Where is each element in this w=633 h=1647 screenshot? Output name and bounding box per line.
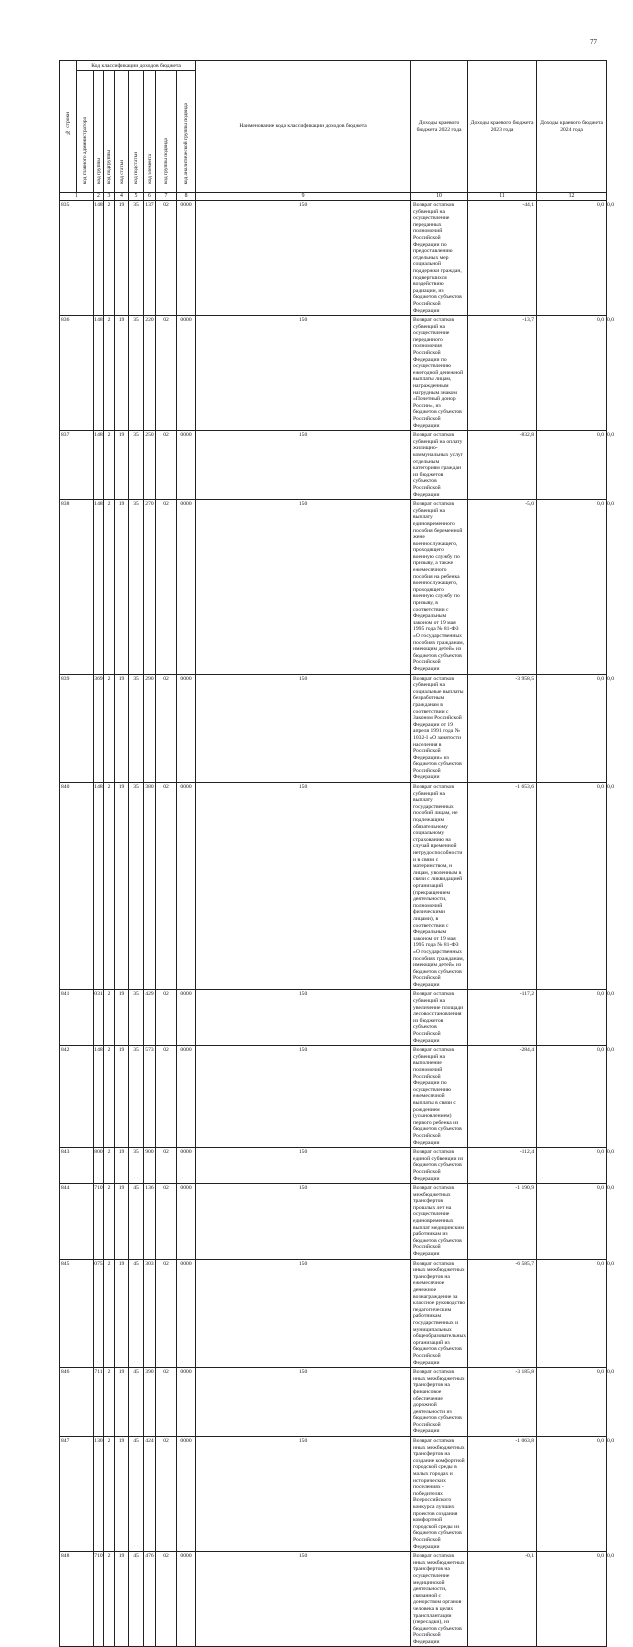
code-cell: 19 (115, 1368, 129, 1437)
column-number: 12 (537, 193, 607, 201)
table-row: 842 148 2 19 35 573 02 0000 150 Возврат остатков субвенций на выполнение полномочий Российской Федерации по осуществлению ежемесячной выплаты в связи с рождением (усыновлением) первого ребенка из бюджетов субъектов Российской Федерации -284,4 0,0 0,0 (60, 1046, 607, 1148)
code-cell: 35 (129, 783, 144, 990)
code-cell: 0000 (177, 1148, 196, 1184)
code-cell: 02 (156, 500, 177, 674)
code-cell: 150 (196, 1148, 411, 1184)
amount-2023-cell: 0,0 (537, 674, 607, 783)
amount-2023-cell: 0,0 (537, 1552, 607, 1647)
code-cell: 150 (196, 783, 411, 990)
code-cell: 02 (156, 316, 177, 431)
amount-2022-cell: -284,4 (468, 1046, 537, 1148)
row-number-cell: 837 (60, 431, 94, 500)
table-row: 843 800 2 19 35 900 02 0000 150 Возврат остатков единой субвенции из бюджетов субъектов Российской Федерации -112,4 0,0 0,0 (60, 1148, 607, 1184)
amount-2022-cell: -13,7 (468, 316, 537, 431)
row-number-cell: 838 (60, 500, 94, 674)
code-cell: 136 (144, 1184, 156, 1260)
code-cell: 0000 (177, 1046, 196, 1148)
amount-2022-cell: -44,1 (468, 201, 537, 316)
amount-2022-cell: -1 653,6 (468, 783, 537, 990)
code-cell: 800 (94, 1148, 104, 1184)
column-number: 6 (144, 193, 156, 201)
code-cell: 390 (144, 1368, 156, 1437)
code-cell: 35 (129, 674, 144, 783)
name-cell: Возврат остатков единой субвенции из бюджетов субъектов Российской Федерации (411, 1148, 468, 1184)
amount-2023-cell: 0,0 (537, 1184, 607, 1260)
code-cell: 137 (144, 201, 156, 316)
row-number-cell: 839 (60, 674, 94, 783)
code-cell: 19 (115, 674, 129, 783)
code-cell: 150 (196, 1046, 411, 1148)
row-number-cell: 848 (60, 1552, 94, 1647)
code-cell: 45 (129, 1552, 144, 1647)
code-cell: 710 (94, 1552, 104, 1647)
code-cell: 02 (156, 201, 177, 316)
code-cell: 02 (156, 1368, 177, 1437)
name-cell: Возврат остатков субвенций на оплату жилищно-коммунальных услуг отдельным категориям граждан из бюджетов субъектов Российской Федерации (411, 431, 468, 500)
table-row: 845 075 2 19 45 303 02 0000 150 Возврат остатков иных межбюджетных трансфертов на ежемесячное денежное вознаграждение за классное руководство педагогическим работникам государственных и муниципальных общеобразовательных организаций из бюджетов субъектов Российской Федерации -6 585,7 0,0 0,0 (60, 1259, 607, 1368)
code-cell: 0000 (177, 783, 196, 990)
code-cell: 02 (156, 1148, 177, 1184)
code-cell: 0000 (177, 990, 196, 1046)
code-cell: 303 (144, 1259, 156, 1368)
code-cell: 45 (129, 1184, 144, 1260)
code-cell: 45 (129, 1259, 144, 1368)
code-cell: 270 (144, 500, 156, 674)
code-cell: 130 (94, 1437, 104, 1552)
amount-2023-cell: 0,0 (537, 201, 607, 316)
row-number-cell: 841 (60, 990, 94, 1046)
amount-2022-cell: -3 958,5 (468, 674, 537, 783)
amount-2022-cell: -832,8 (468, 431, 537, 500)
code-cell: 476 (144, 1552, 156, 1647)
table-row: 847 130 2 19 45 424 02 0000 150 Возврат остатков иных межбюджетных трансфертов на создание комфортной городской среды в малых городах и исторических поселениях - победителях Всероссийского конкурса лучших проектов создания комфортной городской среды из бюджетов субъектов Российской Федерации -1 063,8 0,0 0,0 (60, 1437, 607, 1552)
amount-2023-cell: 0,0 (537, 783, 607, 990)
code-cell: 0000 (177, 1368, 196, 1437)
code-cell: 150 (196, 201, 411, 316)
code-cell: 148 (94, 1046, 104, 1148)
code-cell: 0000 (177, 1552, 196, 1647)
code-cell: 19 (115, 201, 129, 316)
name-cell: Возврат остатков субвенций на выплату государственных пособий лицам, не подлежащим обязательному социальному страхованию на случай временной нетрудоспособности и в связи с материнством, и лицам, уволенным в связи с ликвидацией организаций (прекращением деятельности, полномочий физическими лицами), в соответствии с Федеральным законом от 19 мая 1995 года № 81-ФЗ «О государственных пособиях гражданам, имеющим детей» из бюджетов субъектов Российской Федерации (411, 783, 468, 990)
amount-2022-cell: -1 190,9 (468, 1184, 537, 1260)
code-cell: 02 (156, 1437, 177, 1552)
code-admin-header: код главного администратора (77, 71, 94, 193)
name-cell: Возврат остатков субвенций на выплату единовременного пособия беременной жене военнослужащего, проходящего военную службу по призыву, а также ежемесячного пособия на ребенка военнослужащего, проходящего военную службу по призыву, в соответствии с Федеральным законом от 19 мая 1995 года № 81-ФЗ «О государственных пособиях гражданам, имеющим детей» из бюджетов субъектов Российской Федерации (411, 500, 468, 674)
amount-2023-cell: 0,0 (537, 1259, 607, 1368)
code-cell: 19 (115, 1184, 129, 1260)
name-cell: Возврат остатков иных межбюджетных трансфертов на осуществление медицинской деятельности, связанной с донорством органов человека в целях трансплантации (пересадки), из бюджетов субъектов Российской Федерации (411, 1552, 468, 1647)
table-row: 846 711 2 19 45 390 02 0000 150 Возврат остатков иных межбюджетных трансфертов на финансовое обеспечение дорожной деятельности из бюджетов субъектов Российской Федерации -3 185,8 0,0 0,0 (60, 1368, 607, 1437)
row-number-cell: 840 (60, 783, 94, 990)
code-cell: 0000 (177, 1184, 196, 1260)
code-cell: 150 (196, 431, 411, 500)
amount-2023-cell: 0,0 (537, 1437, 607, 1552)
code-cell: 45 (129, 1368, 144, 1437)
code-cell: 150 (196, 1184, 411, 1260)
code-cell: 900 (144, 1148, 156, 1184)
code-cell: 19 (115, 1552, 129, 1647)
column-number: 3 (104, 193, 115, 201)
amount-2023-cell: 0,0 (537, 500, 607, 674)
amount-2023-cell: 0,0 (537, 316, 607, 431)
code-cell: 150 (196, 1259, 411, 1368)
code-cell: 2 (104, 674, 115, 783)
code-cell: 424 (144, 1437, 156, 1552)
code-cell: 19 (115, 1259, 129, 1368)
column-number: 2 (94, 193, 104, 201)
name-cell: Возврат остатков иных межбюджетных трансфертов на финансовое обеспечение дорожной деятельности из бюджетов субъектов Российской Федерации (411, 1368, 468, 1437)
amount-2022-cell: -117,2 (468, 990, 537, 1046)
code-cell: 2 (104, 1046, 115, 1148)
code-cell: 2 (104, 1259, 115, 1368)
year-2022-header: Доходы краевого бюджета 2022 года (411, 61, 468, 193)
amount-2023-cell: 0,0 (537, 1046, 607, 1148)
table-row: 836 148 2 19 35 220 02 0000 150 Возврат остатков субвенций на осуществление переданного полномочия Российской Федерации по осуществлению ежегодной денежной выплаты лицам, награжденным нагрудным знаком «Почетный донор России», из бюджетов субъектов Российской Федерации -13,7 0,0 0,0 (60, 316, 607, 431)
code-cell: 2 (104, 1437, 115, 1552)
name-cell: Возврат остатков иных межбюджетных трансфертов на создание комфортной городской среды в малых городах и исторических поселениях - победителях Всероссийского конкурса лучших проектов создания комфортной городской среды из бюджетов субъектов Российской Федерации (411, 1437, 468, 1552)
code-cell: 35 (129, 1046, 144, 1148)
code-cell: 19 (115, 431, 129, 500)
code-article-header: код статьи (115, 71, 129, 193)
code-cell: 02 (156, 1552, 177, 1647)
page-number: 77 (590, 38, 597, 46)
name-cell: Возврат остатков субвенций на выполнение полномочий Российской Федерации по осуществлению ежемесячной выплаты в связи с рождением (усыновлением) первого ребенка из бюджетов субъектов Российской Федерации (411, 1046, 468, 1148)
code-cell: 075 (94, 1259, 104, 1368)
code-cell: 35 (129, 1148, 144, 1184)
amount-2022-cell: -6 585,7 (468, 1259, 537, 1368)
table-row: 838 148 2 19 35 270 02 0000 150 Возврат остатков субвенций на выплату единовременного пособия беременной жене военнослужащего, проходящего военную службу по призыву, а также ежемесячного пособия на ребенка военнослужащего, проходящего военную службу по призыву, в соответствии с Федеральным законом от 19 мая 1995 года № 81-ФЗ «О государственных пособиях гражданам, имеющим детей» из бюджетов субъектов Российской Федерации -5,0 0,0 0,0 (60, 500, 607, 674)
code-subtype-group-header: код группы подвида (156, 71, 177, 193)
code-cell: 369 (94, 674, 104, 783)
code-cell: 35 (129, 500, 144, 674)
code-element-header: код элемента (144, 71, 156, 193)
code-cell: 0000 (177, 431, 196, 500)
column-number: 1 (60, 193, 94, 201)
name-column-header: Наименование кода классификации доходов бюджета (196, 61, 411, 193)
code-cell: 573 (144, 1046, 156, 1148)
row-number-header: № строки (60, 61, 77, 193)
code-cell: 02 (156, 1184, 177, 1260)
table-row: 835 148 2 19 35 137 02 0000 150 Возврат остатков субвенций на осуществление переданных полномочий Российской Федерации по предоставлению отдельных мер социальной поддержки граждан, подвергшихся воздействию радиации, из бюджетов субъектов Российской Федерации -44,1 0,0 0,0 (60, 201, 607, 316)
code-cell: 02 (156, 674, 177, 783)
row-number-cell: 843 (60, 1148, 94, 1184)
code-cell: 2 (104, 431, 115, 500)
code-cell: 150 (196, 316, 411, 431)
code-cell: 148 (94, 201, 104, 316)
code-cell: 250 (144, 431, 156, 500)
column-number: 7 (156, 193, 177, 201)
code-cell: 19 (115, 1437, 129, 1552)
amount-2022-cell: -5,0 (468, 500, 537, 674)
code-cell: 02 (156, 1046, 177, 1148)
amount-2022-cell: -0,1 (468, 1552, 537, 1647)
classification-group-header: Код классификации доходов бюджета (77, 61, 196, 71)
code-cell: 0000 (177, 1437, 196, 1552)
code-cell: 220 (144, 316, 156, 431)
column-numbers-row (60, 193, 607, 201)
row-number-cell: 844 (60, 1184, 94, 1260)
code-cell: 02 (156, 990, 177, 1046)
code-cell: 2 (104, 316, 115, 431)
name-cell: Возврат остатков субвенций на осуществление переданных полномочий Российской Федерации по предоставлению отдельных мер социальной поддержки граждан, подвергшихся воздействию радиации, из бюджетов субъектов Российской Федерации (411, 201, 468, 316)
row-number-cell: 845 (60, 1259, 94, 1368)
code-cell: 19 (115, 1046, 129, 1148)
code-cell: 2 (104, 500, 115, 674)
code-subgroup-header: код подгруппы (104, 71, 115, 193)
code-cell: 150 (196, 674, 411, 783)
row-number-cell: 846 (60, 1368, 94, 1437)
code-cell: 35 (129, 201, 144, 316)
code-cell: 19 (115, 1148, 129, 1184)
code-cell: 02 (156, 783, 177, 990)
table-row: 837 148 2 19 35 250 02 0000 150 Возврат остатков субвенций на оплату жилищно-коммунальных услуг отдельным категориям граждан из бюджетов субъектов Российской Федерации -832,8 0,0 0,0 (60, 431, 607, 500)
amount-2022-cell: -1 063,8 (468, 1437, 537, 1552)
budget-revenue-table (59, 60, 615, 1647)
code-cell: 148 (94, 783, 104, 990)
name-cell: Возврат остатков субвенций на осуществление переданного полномочия Российской Федерации по осуществлению ежегодной денежной выплаты лицам, награжденным нагрудным знаком «Почетный донор России», из бюджетов субъектов Российской Федерации (411, 316, 468, 431)
column-number: 8 (177, 193, 196, 201)
code-cell: 429 (144, 990, 156, 1046)
amount-2023-cell: 0,0 (537, 990, 607, 1046)
table-row: 844 710 2 19 45 136 02 0000 150 Возврат остатков межбюджетных трансфертов прошлых лет на осуществление единовременных выплат медицинским работникам из бюджетов субъектов Российской Федерации -1 190,9 0,0 0,0 (60, 1184, 607, 1260)
row-number-cell: 836 (60, 316, 94, 431)
code-cell: 711 (94, 1368, 104, 1437)
code-group-header: код группы (94, 71, 104, 193)
column-number: 11 (468, 193, 537, 201)
code-cell: 710 (94, 1184, 104, 1260)
name-cell: Возврат остатков субвенций на социальные выплаты безработным гражданам в соответствии с Законом Российской Федерации от 19 апреля 1991 года № 1032-I «О занятости населения в Российской Федерации» из бюджетов субъектов Российской Федерации (411, 674, 468, 783)
code-cell: 35 (129, 990, 144, 1046)
amount-2022-cell: -112,4 (468, 1148, 537, 1184)
year-2023-header: Доходы краевого бюджета 2023 года (468, 61, 537, 193)
table-row: 840 148 2 19 35 380 02 0000 150 Возврат остатков субвенций на выплату государственных пособий лицам, не подлежащим обязательному социальному страхованию на случай временной нетрудоспособности и в связи с материнством, и лицам, уволенным в связи с ликвидацией организаций (прекращением деятельности, полномочий физическими лицами), в соответствии с Федеральным законом от 19 мая 1995 года № 81-ФЗ «О государственных пособиях гражданам, имеющим детей» из бюджетов субъектов Российской Федерации -1 653,6 0,0 0,0 (60, 783, 607, 990)
code-cell: 150 (196, 500, 411, 674)
code-cell: 35 (129, 431, 144, 500)
code-cell: 19 (115, 990, 129, 1046)
row-number-cell: 835 (60, 201, 94, 316)
code-cell: 19 (115, 316, 129, 431)
code-cell: 0000 (177, 1259, 196, 1368)
code-cell: 2 (104, 1368, 115, 1437)
column-number: 4 (115, 193, 129, 201)
name-cell: Возврат остатков субвенций на увеличение площади лесовосстановления из бюджетов субъектов Российской Федерации (411, 990, 468, 1046)
code-subarticle-header: код подстатьи (129, 71, 144, 193)
code-cell: 35 (129, 316, 144, 431)
amount-2023-cell: 0,0 (537, 1368, 607, 1437)
name-cell: Возврат остатков межбюджетных трансфертов прошлых лет на осуществление единовременных выплат медицинским работникам из бюджетов субъектов Российской Федерации (411, 1184, 468, 1260)
code-cell: 0000 (177, 500, 196, 674)
code-cell: 380 (144, 783, 156, 990)
code-cell: 0000 (177, 316, 196, 431)
code-cell: 150 (196, 1552, 411, 1647)
code-cell: 148 (94, 431, 104, 500)
code-cell: 2 (104, 783, 115, 990)
code-cell: 2 (104, 1552, 115, 1647)
column-number: 10 (411, 193, 468, 201)
code-cell: 150 (196, 1368, 411, 1437)
code-cell: 45 (129, 1437, 144, 1552)
code-cell: 2 (104, 1148, 115, 1184)
code-cell: 150 (196, 990, 411, 1046)
table-body (60, 201, 615, 1647)
code-cell: 2 (104, 990, 115, 1046)
code-analytic-group-header: код аналитической группы подвида (177, 71, 196, 193)
code-cell: 0000 (177, 674, 196, 783)
code-cell: 2 (104, 1184, 115, 1260)
row-number-cell: 842 (60, 1046, 94, 1148)
code-cell: 148 (94, 500, 104, 674)
code-cell: 290 (144, 674, 156, 783)
code-cell: 19 (115, 783, 129, 990)
code-cell: 2 (104, 201, 115, 316)
code-cell: 02 (156, 1259, 177, 1368)
code-cell: 031 (94, 990, 104, 1046)
code-cell: 148 (94, 316, 104, 431)
amount-2022-cell: -3 185,8 (468, 1368, 537, 1437)
amount-2023-cell: 0,0 (537, 431, 607, 500)
column-number: 9 (196, 193, 411, 201)
code-cell: 0000 (177, 201, 196, 316)
row-number-cell: 847 (60, 1437, 94, 1552)
name-cell: Возврат остатков иных межбюджетных трансфертов на ежемесячное денежное вознаграждение за классное руководство педагогическим работникам государственных и муниципальных общеобразовательных организаций из бюджетов субъектов Российской Федерации (411, 1259, 468, 1368)
code-cell: 19 (115, 500, 129, 674)
code-cell: 02 (156, 431, 177, 500)
table-row: 839 369 2 19 35 290 02 0000 150 Возврат остатков субвенций на социальные выплаты безработным гражданам в соответствии с Законом Российской Федерации от 19 апреля 1991 года № 1032-I «О занятости населения в Российской Федерации» из бюджетов субъектов Российской Федерации -3 958,5 0,0 0,0 (60, 674, 607, 783)
column-number: 5 (129, 193, 144, 201)
amount-2023-cell: 0,0 (537, 1148, 607, 1184)
code-cell: 150 (196, 1437, 411, 1552)
table-row: 841 031 2 19 35 429 02 0000 150 Возврат остатков субвенций на увеличение площади лесовосстановления из бюджетов субъектов Российской Федерации -117,2 0,0 0,0 (60, 990, 607, 1046)
table-row: 848 710 2 19 45 476 02 0000 150 Возврат остатков иных межбюджетных трансфертов на осуществление медицинской деятельности, связанной с донорством органов человека в целях трансплантации (пересадки), из бюджетов субъектов Российской Федерации -0,1 0,0 0,0 (60, 1552, 607, 1647)
year-2024-header: Доходы краевого бюджета 2024 года (537, 61, 607, 193)
